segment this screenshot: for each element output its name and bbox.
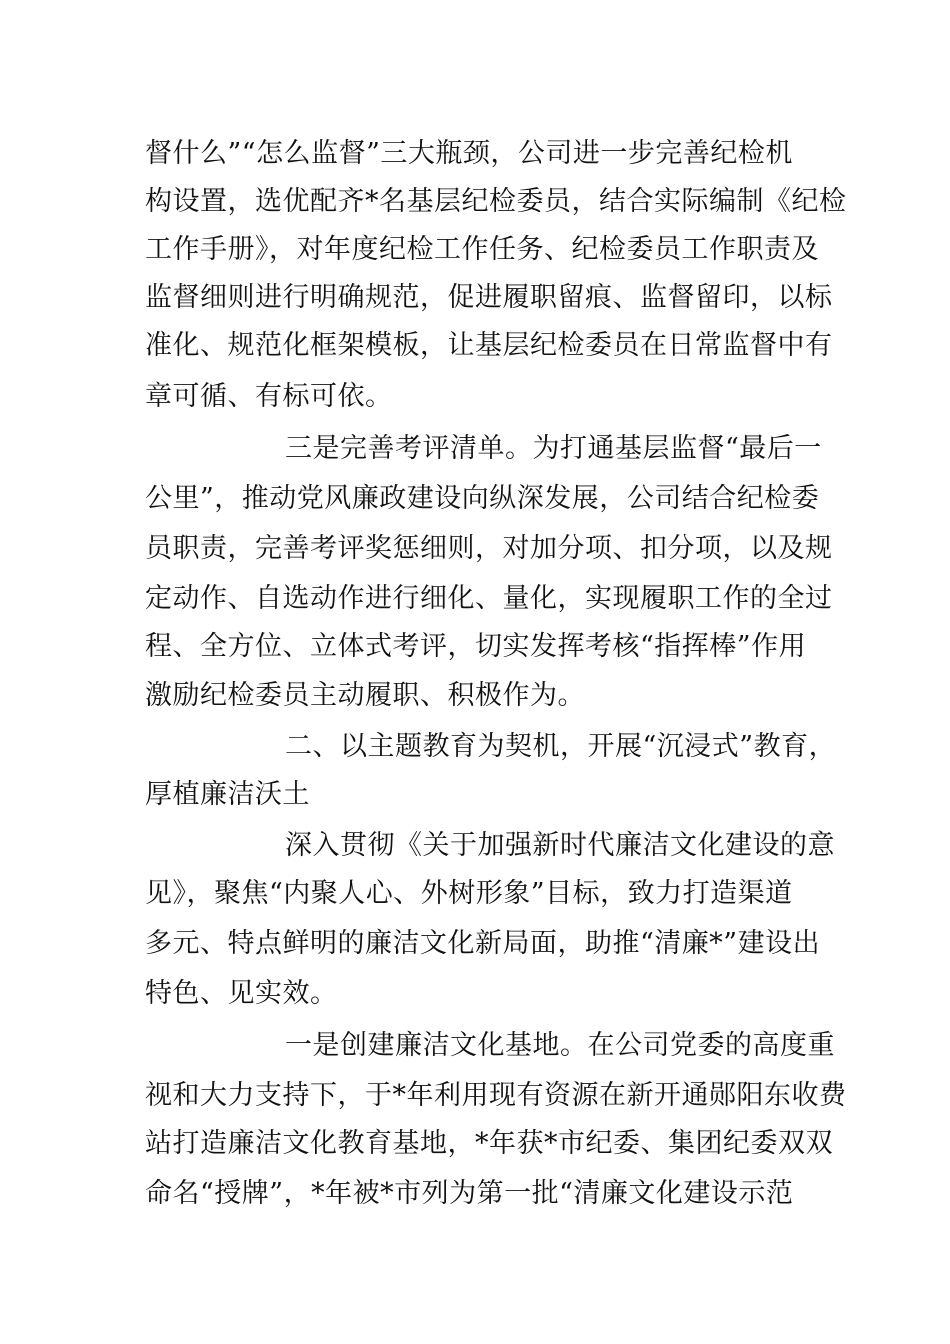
text-line: 激励纪检委员主动履职、积极作为。 bbox=[145, 680, 585, 711]
text-line: 多元、特点鲜明的廉洁文化新局面，助推“清廉*”建设出 bbox=[145, 928, 821, 959]
text-line: 章可循、有标可依。 bbox=[145, 381, 393, 412]
paragraph-first-line: 三是完善考评清单。为打通基层监督“最后一 bbox=[285, 433, 822, 464]
text-line: 站打造廉洁文化教育基地，*年获*市纪委、集团纪委双双 bbox=[145, 1128, 833, 1159]
text-line: 工作手册》，对年度纪检工作任务、纪检委员工作职责及 bbox=[145, 234, 819, 265]
text-line: 视和大力支持下，于*年利用现有资源在新开通郧阳东收费 bbox=[145, 1080, 847, 1111]
text-line: 督什么”“怎么监督”三大瓶颈，公司进一步完善纪检机 bbox=[145, 138, 793, 169]
text-line: 定动作、自选动作进行细化、量化，实现履职工作的全过 bbox=[145, 583, 833, 614]
text-line: 特色、见实效。 bbox=[145, 978, 338, 1009]
section-heading: 厚植廉洁沃土 bbox=[145, 779, 310, 810]
text-line: 员职责，完善考评奖惩细则，对加分项、扣分项，以及规 bbox=[145, 533, 833, 564]
text-line: 程、全方位、立体式考评，切实发挥考核“指挥棒”作用 bbox=[145, 631, 807, 662]
paragraph-first-line: 深入贯彻《关于加强新时代廉洁文化建设的意 bbox=[285, 830, 835, 861]
text-line: 构设置，选优配齐*名基层纪检委员，结合实际编制《纪检 bbox=[145, 186, 847, 217]
section-heading: 二、以主题教育为契机，开展“沉浸式”教育， bbox=[285, 731, 837, 762]
text-line: 监督细则进行明确规范，促进履职留痕、监督留印，以标 bbox=[145, 282, 833, 313]
text-line: 见》，聚焦“内聚人心、外树形象”目标，致力打造渠道 bbox=[145, 878, 793, 909]
text-line: 公里”，推动党风廉政建设向纵深发展，公司结合纪检委 bbox=[145, 483, 820, 514]
paragraph-first-line: 一是创建廉洁文化基地。在公司党委的高度重 bbox=[285, 1030, 835, 1061]
text-line: 准化、规范化框架模板，让基层纪检委员在日常监督中有 bbox=[145, 330, 833, 361]
text-line: 命名“授牌”，*年被*市列为第一批“清廉文化建设示范 bbox=[145, 1178, 794, 1209]
